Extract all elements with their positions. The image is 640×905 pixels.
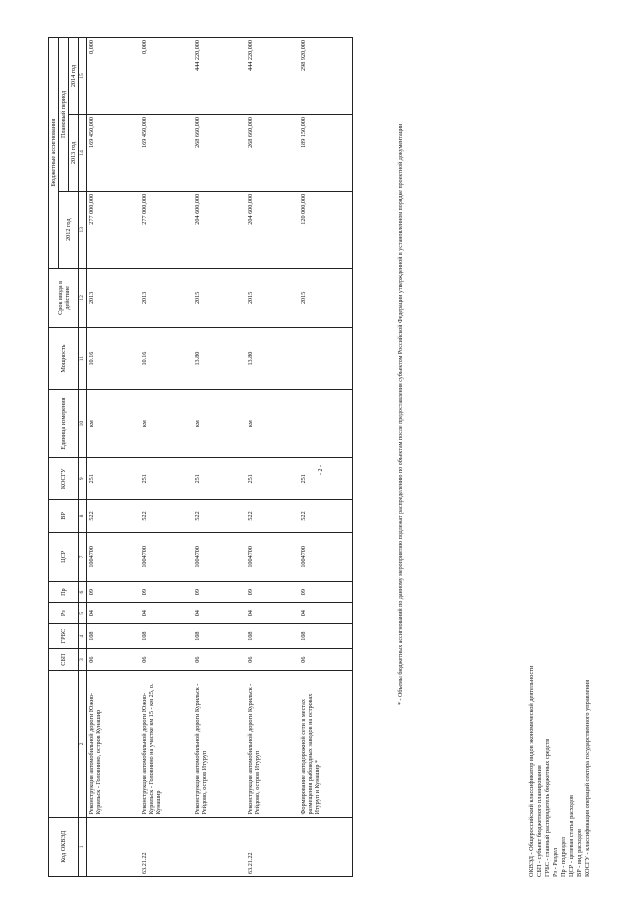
col-num: 8: [79, 500, 86, 532]
cell-2013: 268 660,000: [246, 114, 299, 191]
cell-commission: 2013: [86, 268, 140, 327]
cell-csr: 1004700: [140, 532, 193, 582]
cell-unit: [299, 390, 353, 458]
header-rz: Рз: [49, 603, 79, 624]
legend-item: Рз - Раздел: [552, 847, 560, 877]
cell-unit: км: [246, 390, 299, 458]
legend-item: ВР - вид расходов: [576, 829, 584, 877]
cell-grbs: 108: [246, 624, 299, 649]
header-unit: Единица измерения: [49, 390, 79, 458]
col-num: 2: [79, 671, 86, 817]
cell-capacity: 10.16: [140, 328, 193, 390]
cell-2013: 169 450,000: [86, 114, 140, 191]
cell-kosgu: 251: [193, 458, 246, 500]
abbreviation-legend: [528, 666, 592, 877]
legend-item: ОКВЭД - Общероссийский классификатор видов экономической деятельности: [528, 665, 535, 877]
cell-capacity: 13.80: [193, 328, 246, 390]
cell-rz: 04: [193, 603, 246, 624]
col-num: 10: [79, 390, 86, 458]
cell-unit: км: [140, 390, 193, 458]
cell-2012: 277 000,000: [140, 191, 193, 268]
cell-vr: 522: [299, 500, 353, 532]
cell-vr: 522: [86, 500, 140, 532]
cell-code: 63.21.22: [246, 817, 299, 876]
cell-pr: 09: [193, 582, 246, 603]
cell-sbp: 06: [193, 649, 246, 671]
page-number: - 2 -: [318, 465, 324, 475]
cell-kosgu: 251: [140, 458, 193, 500]
cell-code: [193, 817, 246, 876]
legend-item: ГРБС - главный распорядитель бюджетных средств: [544, 738, 552, 877]
table-row: [193, 38, 246, 877]
header-sbp: СБП: [49, 649, 79, 671]
cell-name: Реконструкция автомобильной дороги Курильск - Рейдово, остров Итуруп: [193, 671, 246, 817]
table-row: [246, 38, 299, 877]
cell-unit: км: [193, 390, 246, 458]
cell-rz: 04: [246, 603, 299, 624]
header-okved: Код ОКВЭД: [49, 817, 79, 876]
cell-2012: 204 600,000: [246, 191, 299, 268]
cell-csr: 1004700: [299, 532, 353, 582]
cell-name: Формирование автодорожной сети в местах размещения рыбоводных заводов на островах Итуруп и Кунашир *: [299, 671, 353, 817]
cell-vr: 522: [193, 500, 246, 532]
cell-commission: 2015: [299, 268, 353, 327]
cell-pr: 09: [86, 582, 140, 603]
header-grbs: ГРБС: [49, 624, 79, 649]
col-num: 4: [79, 624, 86, 649]
cell-rz: 04: [299, 603, 353, 624]
legend-item: СБП - субъект бюджетного планирования: [536, 765, 544, 877]
cell-2013: 169 450,000: [140, 114, 193, 191]
header-vr: ВР: [49, 500, 79, 532]
budget-allocation-table: [48, 37, 353, 877]
legend-item: КОСГУ - классификация операций сектора государственного управления: [584, 679, 592, 877]
legend-item: Пр - подраздел: [560, 837, 568, 877]
cell-csr: 1004700: [86, 532, 140, 582]
cell-vr: 522: [246, 500, 299, 532]
cell-csr: 1004700: [193, 532, 246, 582]
header-csr: ЦСР: [49, 532, 79, 582]
cell-unit: км: [86, 390, 140, 458]
header-name: [49, 671, 79, 817]
legend-item: ЦСР - целевая статья расходов: [568, 795, 576, 877]
cell-capacity: 10.16: [86, 328, 140, 390]
cell-kosgu: 251: [246, 458, 299, 500]
table-row: [86, 38, 140, 877]
header-commission: Срок ввода в действие: [49, 268, 79, 327]
cell-sbp: 06: [299, 649, 353, 671]
col-num: 13: [79, 191, 86, 268]
col-num: 12: [79, 268, 86, 327]
cell-2014: 444 220,000: [193, 38, 246, 115]
cell-csr: 1004700: [246, 532, 299, 582]
cell-kosgu: 251: [299, 458, 353, 500]
cell-2012: 204 600,000: [193, 191, 246, 268]
header-2013: 2013 год: [69, 114, 79, 191]
cell-commission: 2013: [140, 268, 193, 327]
col-num: 5: [79, 603, 86, 624]
header-2012: 2012 год: [59, 191, 79, 268]
cell-pr: 09: [140, 582, 193, 603]
cell-code: [86, 817, 140, 876]
cell-rz: 04: [86, 603, 140, 624]
table-row: [299, 38, 353, 877]
cell-code: [299, 817, 353, 876]
cell-sbp: 06: [246, 649, 299, 671]
col-num: 1: [79, 817, 86, 876]
cell-rz: 04: [140, 603, 193, 624]
table-row: [140, 38, 193, 877]
cell-2014: 444 220,000: [246, 38, 299, 115]
header-plan-period: Плановый период: [59, 38, 69, 192]
cell-capacity: [299, 328, 353, 390]
col-num: 7: [79, 532, 86, 582]
cell-pr: 09: [246, 582, 299, 603]
header-budget: Бюджетные ассигнования: [49, 38, 59, 269]
cell-name: Реконструкция автомобильной дороги Южно-Курильск - Головнино на участке км 15 - км 25, о. Кунашир: [140, 671, 193, 817]
header-pr: Пр: [49, 582, 79, 603]
cell-grbs: 108: [140, 624, 193, 649]
cell-2012: 277 000,000: [86, 191, 140, 268]
cell-vr: 522: [140, 500, 193, 532]
col-num: 9: [79, 458, 86, 500]
column-number-row: [79, 38, 86, 877]
header-capacity: Мощность: [49, 328, 79, 390]
col-num: 15: [79, 38, 86, 115]
cell-sbp: 06: [140, 649, 193, 671]
col-num: 14: [79, 114, 86, 191]
cell-sbp: 06: [86, 649, 140, 671]
cell-2012: 120 000,000: [299, 191, 353, 268]
cell-2014: 0,000: [140, 38, 193, 115]
cell-pr: 09: [299, 582, 353, 603]
cell-capacity: 13.80: [246, 328, 299, 390]
cell-2013: 268 660,000: [193, 114, 246, 191]
cell-name: Реконструкция автомобильной дороги Курильск - Рейдово, остров Итуруп: [246, 671, 299, 817]
cell-2013: 189 150,000: [299, 114, 353, 191]
footnote: * - Объемы бюджетных ассигнований по данному мероприятию подлежат распределению по объектам после предоставления субъектом Российской Федерации утвержденной в установленном порядке проектной документации: [398, 123, 404, 705]
cell-commission: 2015: [193, 268, 246, 327]
cell-code: 63.21.22: [140, 817, 193, 876]
cell-name: Реконструкция автомобильной дороги Южно-Курильск - Головнино, остров Кунашир: [86, 671, 140, 817]
cell-2014: 298 920,000: [299, 38, 353, 115]
col-num: 3: [79, 649, 86, 671]
col-num: 11: [79, 328, 86, 390]
col-num: 6: [79, 582, 86, 603]
cell-grbs: 108: [193, 624, 246, 649]
cell-kosgu: 251: [86, 458, 140, 500]
cell-grbs: 108: [299, 624, 353, 649]
header-2014: 2014 год: [69, 38, 79, 115]
cell-2014: 0,000: [86, 38, 140, 115]
cell-commission: 2015: [246, 268, 299, 327]
cell-grbs: 108: [86, 624, 140, 649]
header-kosgu: КОСГУ: [49, 458, 79, 500]
